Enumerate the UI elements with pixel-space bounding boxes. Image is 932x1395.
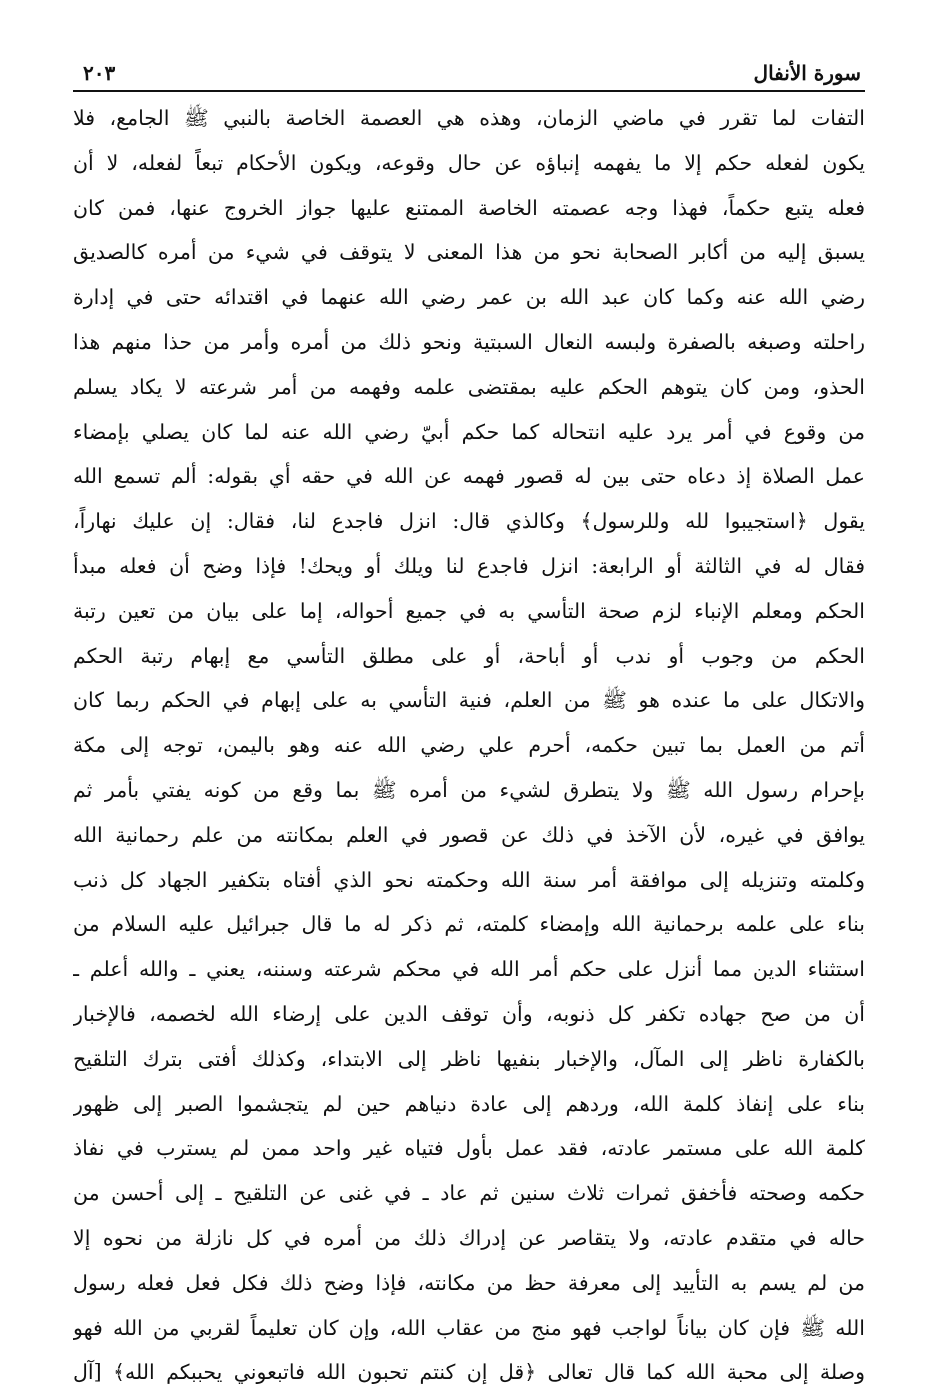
text-line: حاله في متقدم عادته، ولا يتقاصر عن إدراك ذلك من أمره في كل نازلة من نحوه إلا — [73, 1225, 865, 1250]
text-line: كلمة الله على مستمر عادته، فقد عمل بأول فتياه غير واحد ممن لم يسترب في نفاذ — [73, 1136, 865, 1161]
text-line: وصلة إلى محبة الله كما قال تعالى ﴿قل إن كنتم تحبون الله فاتبعوني يحببكم الله﴾ [آل — [73, 1360, 865, 1385]
text-line: التفات لما تقرر في ماضي الزمان، وهذه هي العصمة الخاصة بالنبي ﷺ الجامع، فلا — [73, 106, 865, 130]
page-number: ٢٠٣ — [83, 61, 116, 85]
text-line: بناء على علمه برحمانية الله وإمضاء كلمته، ثم ذكر له ما قال جبرائيل عليه السلام من — [73, 912, 865, 937]
text-line: راحلته وصبغه بالصفرة ولبسه النعال السبتية ونحو ذلك من أمره وأمر من حذا منهم هذا — [73, 329, 865, 354]
text-line: بالكفارة ناظر إلى المآل، والإخبار بنفيها ناظر إلى الابتداء، وكذلك أفتى بترك التلقيح — [73, 1046, 865, 1071]
text-line: وكلمته وتنزيله إلى موافقة أمر سنة الله وحكمته نحو الذي أفتاه بتكفير الجهاد كل ذنب — [73, 867, 865, 892]
text-line: الحذو، ومن كان يتوهم الحكم عليه بمقتضى علمه وفهمه من أمر شرعته لا يكاد يسلم — [73, 374, 865, 399]
text-line: استثناء الدين مما أنزل على حكم أمر الله في محكم شرعته وسننه، يعني ـ والله أعلم ـ — [73, 957, 865, 982]
text-line: فقال له في الثالثة أو الرابعة: انزل فاجدع لنا ويلك أو ويحك! فإذا وضح أن فعله مبدأ — [73, 553, 865, 578]
text-line: يكون لفعله حكم إلا ما يفهمه إنباؤه عن حال وقوعه، ويكون الأحكام تبعاً لفعله، لا أن — [73, 150, 865, 175]
text-line: الله ﷺ فإن كان بياناً لواجب فهو منج من عقاب الله، وإن كان تعليماً لقربي من الله فهو — [73, 1315, 865, 1340]
text-line: يقول ﴿استجيبوا لله وللرسول﴾ وكالذي قال: انزل فاجدع لنا، فقال: إن عليك نهاراً، — [73, 509, 865, 534]
text-line: بناء على إنفاذ كلمة الله، وردهم إلى عادة دنياهم حين لم يتجشموا الصبر إلى ظهور — [73, 1091, 865, 1116]
text-line: رضي الله عنه وكما كان عبد الله بن عمر رضي الله عنهما في اقتدائه حتى في إدارة — [73, 285, 865, 310]
text-line: من لم يسم به التأييد إلى معرفة حظ من مكانته، فإذا وضح ذلك فكل فعل فعله رسول — [73, 1270, 865, 1295]
text-line: عمل الصلاة إذ دعاه حتى بين له قصور فهمه عن الله في حقه أي بقوله: ألم تسمع الله — [73, 464, 865, 489]
text-line: فعله يتبع حكماً، فهذا وجه عصمته الخاصة الممتنع عليها جواز الخروج عنها، فمن كان — [73, 195, 865, 220]
page-header — [73, 58, 865, 92]
text-line: يوافق في غيره، لأن الآخذ في ذلك عن قصور في العلم بمكانته من علم رحمانية الله — [73, 822, 865, 847]
text-line: والاتكال على ما عنده هو ﷺ من العلم، فنية التأسي به على إبهام في الحكم ربما كان — [73, 688, 865, 713]
text-line: حكمه وصحته فأخفق ثمرات ثلاث سنين ثم عاد ـ في غنى عن التلقيح ـ إلى أحسن من — [73, 1181, 865, 1206]
surah-title: سورة الأنفال — [753, 61, 861, 85]
text-line: الحكم ومعلم الإنباء لزم صحة التأسي به في جميع أحواله، إما على بيان من تعين رتبة — [73, 598, 865, 623]
text-line: بإحرام رسول الله ﷺ ولا يتطرق لشيء من أمره ﷺ بما وقع من كونه يفتي بأمر ثم — [73, 777, 865, 802]
body-text — [73, 96, 865, 1395]
text-line: أن من صح جهاده تكفر كل ذنوبه، وأن توقف الدين على إرضاء الله لخصمه، فالإخبار — [73, 1001, 865, 1026]
text-line: أتم من العمل بما تبين حكمه، أحرم علي رضي الله عنه وهو باليمن، توجه إلى مكة — [73, 733, 865, 758]
text-line: من وقوع في أمر يرد عليه انتحاله كما حكم أبيّ رضي الله عنه لما كان يصلي بإمضاء — [73, 419, 865, 444]
text-line: يسبق إليه من أكابر الصحابة نحو من هذا المعنى لا يتوقف في شيء من أمره كالصديق — [73, 240, 865, 265]
text-line: الحكم من وجوب أو ندب أو أباحة، أو على مطلق التأسي مع إبهام رتبة الحكم — [73, 643, 865, 668]
